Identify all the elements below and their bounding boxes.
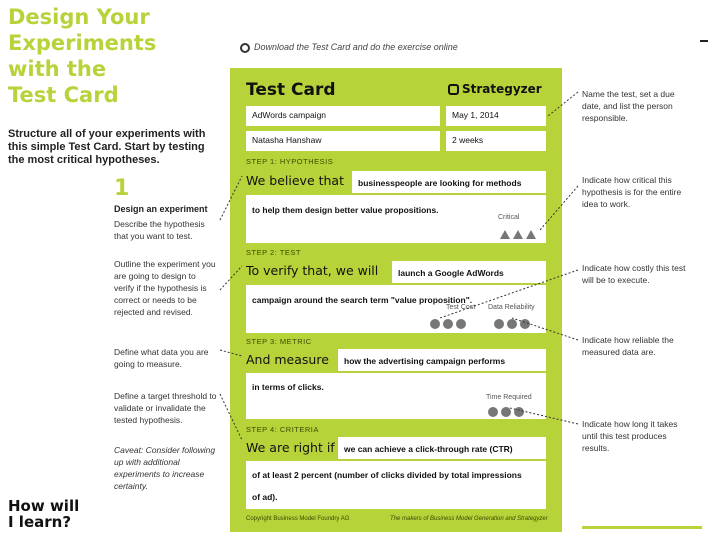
divider — [700, 40, 708, 42]
step1-lead: We believe that — [246, 173, 344, 188]
reliability-low-icon — [494, 319, 504, 329]
step4-label: STEP 4: CRITERIA — [246, 425, 319, 434]
download-label: Download the Test Card and do the exercise online — [254, 42, 458, 52]
note-critical: Indicate how critical this hypothesis is for the entire idea to work. — [582, 175, 682, 209]
note-data: Define what data you are going to measure. — [114, 347, 209, 369]
note-cost: Indicate how costly this test will be to execute. — [582, 263, 686, 285]
note-hypothesis: Describe the hypothesis that you want to test. — [114, 219, 205, 241]
note-time: Indicate how long it takes until this test produces results. — [582, 419, 678, 453]
headline-line-2: Experiments — [8, 31, 157, 55]
step3-label: STEP 3: METRIC — [246, 337, 312, 346]
cost-mid-icon — [443, 319, 453, 329]
step4-fill-2: of at least 2 percent (number of clicks divided by total impressions — [252, 470, 522, 480]
how-will-i-learn — [8, 498, 79, 530]
how-learn-line-2: I learn? — [8, 513, 72, 531]
time-required-rating[interactable] — [488, 404, 527, 422]
critical-low-icon — [500, 230, 510, 239]
data-reliability-label: Data Reliability — [488, 304, 535, 311]
step1-label: STEP 1: HYPOTHESIS — [246, 157, 334, 166]
note-name-test: Name the test, set a due date, and list the person responsible. — [582, 89, 675, 123]
brand-name: Strategyzer — [462, 82, 542, 96]
step4-lead: We are right if — [246, 440, 335, 455]
note-reliability: Indicate how reliable the measured data are. — [582, 335, 674, 357]
strategyzer-logo-icon — [448, 84, 459, 95]
copyright: Copyright Business Model Foundry AG — [246, 516, 350, 522]
critical-label: Critical — [498, 214, 520, 221]
cost-low-icon — [430, 319, 440, 329]
time-required-label: Time Required — [486, 394, 532, 401]
headline-line-4: Test Card — [8, 83, 119, 107]
step3-lead: And measure — [246, 352, 329, 367]
person-field[interactable]: Natasha Hanshaw — [246, 131, 440, 151]
step4-input-main[interactable] — [246, 461, 546, 509]
headline-line-1: Design Your — [8, 5, 150, 29]
test-cost-label: Test Cost — [446, 304, 476, 311]
card-title: Test Card — [246, 80, 336, 100]
time-mid-icon — [501, 407, 511, 417]
data-reliability-rating[interactable] — [494, 316, 533, 334]
step2-fill-1: launch a Google AdWords — [398, 268, 504, 278]
step-title: Design an experiment — [114, 204, 208, 214]
note-caveat: Caveat: Consider following up with additional experiments to increase certainty. — [114, 445, 216, 491]
time-long-icon — [514, 407, 524, 417]
note-target: Define a target threshold to validate or invalidate the tested hypothesis. — [114, 391, 217, 425]
critical-rating[interactable] — [500, 226, 539, 244]
brand-logo — [448, 82, 542, 96]
step1-fill-1: businesspeople are looking for methods — [358, 178, 522, 188]
step3-fill-2: in terms of clicks. — [252, 382, 324, 392]
time-short-icon — [488, 407, 498, 417]
critical-mid-icon — [513, 230, 523, 239]
reliability-high-icon — [520, 319, 530, 329]
strategyzer-icon — [240, 43, 250, 53]
step2-label: STEP 2: TEST — [246, 248, 301, 257]
test-cost-rating[interactable] — [430, 316, 469, 334]
duration-field[interactable]: 2 weeks — [446, 131, 546, 151]
headline-line-3: with the — [8, 57, 107, 81]
intro-text: Structure all of your experiments with this simple Test Card. Start by testing the most critical hypotheses. — [8, 128, 206, 166]
test-name-field[interactable]: AdWords campaign — [246, 106, 440, 126]
step2-lead: To verify that, we will — [246, 263, 379, 278]
critical-high-icon — [526, 230, 536, 239]
copyright-makers: The makers of Business Model Generation and Strategyzer — [390, 516, 548, 522]
note-experiment: Outline the experiment you are going to design to verify if the hypothesis is correct or needs to be rejected and revised. — [114, 259, 216, 317]
cost-high-icon — [456, 319, 466, 329]
page-headline — [8, 4, 208, 108]
step1-fill-2: to help them design better value propositions. — [252, 205, 439, 215]
how-learn-line-1: How will — [8, 497, 80, 515]
due-date-field[interactable]: May 1, 2014 — [446, 106, 546, 126]
step-number: 1 — [114, 176, 130, 201]
reliability-mid-icon — [507, 319, 517, 329]
step2-fill-2: campaign around the search term "value proposition". — [252, 295, 473, 305]
step4-fill-1: we can achieve a click-through rate (CTR) — [344, 444, 513, 454]
step3-fill-1: how the advertising campaign performs — [344, 356, 506, 366]
accent-bar — [582, 526, 702, 529]
download-link[interactable] — [240, 42, 458, 53]
step4-fill-3: of ad). — [252, 492, 278, 502]
